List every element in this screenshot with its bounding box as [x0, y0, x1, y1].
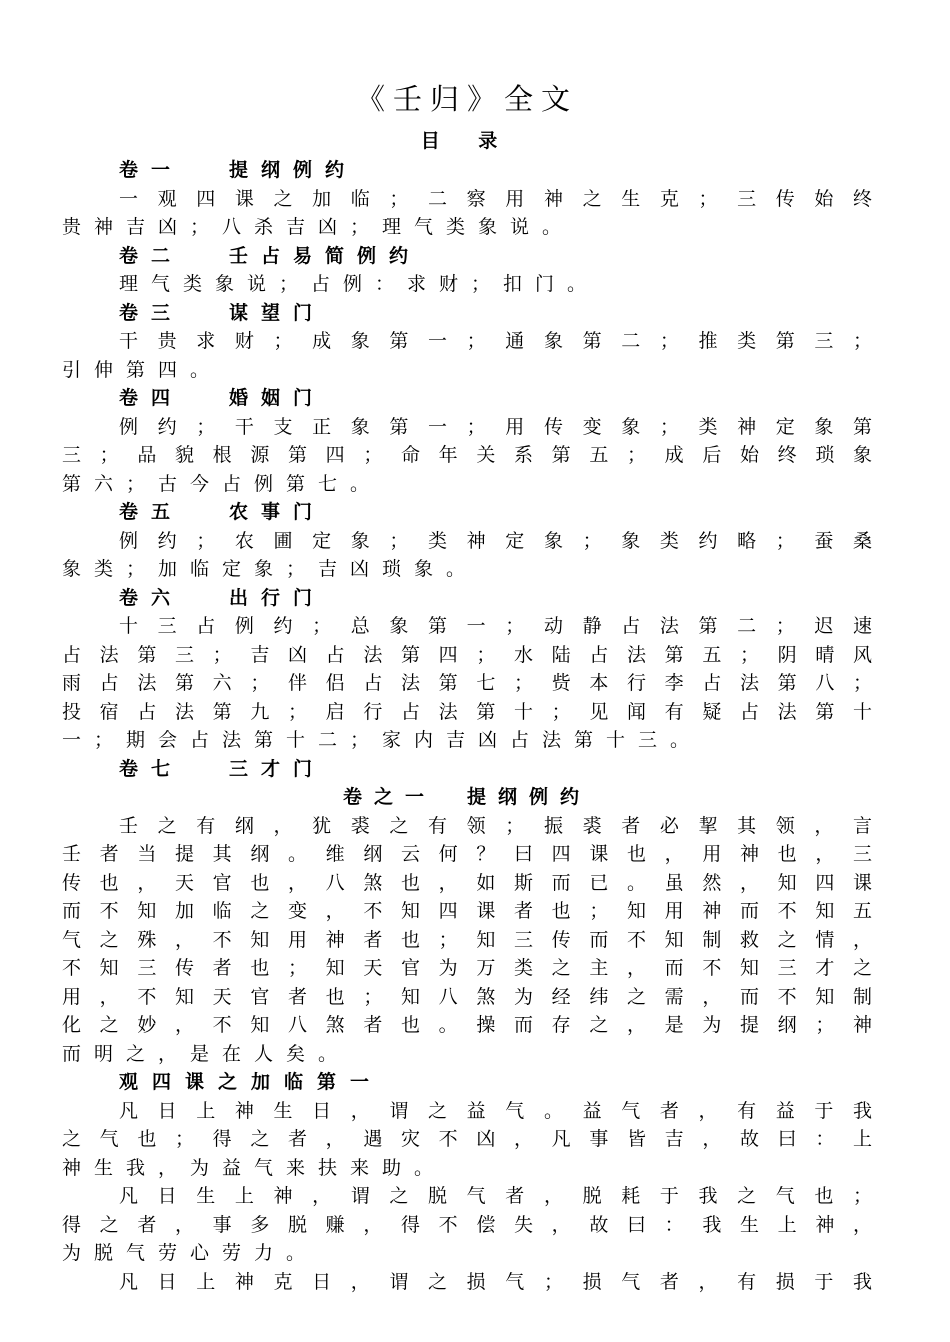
toc-volume-heading [62, 299, 872, 328]
document-title: 《壬归》全文 [355, 82, 578, 116]
toc-volume-name: 农事门 [229, 501, 326, 523]
paragraph-line: 凡日生上神，谓之脱气者，脱耗于我之气也； [119, 1185, 872, 1207]
section-body [62, 1097, 872, 1297]
paragraph-line: 传也，天官也，八煞也，如斯而已。虽然，知四课 [62, 871, 872, 894]
toc-entry-line: 十三占例约；总象第一；动静占法第二；迟速 [119, 615, 872, 637]
paragraph-line: 凡日上神克日，谓之损气；损气者，有损于我 [119, 1270, 872, 1293]
toc-entry-line: 干贵求财；成象第一；通象第二；推类第三； [119, 330, 872, 352]
toc-entry-line: 第六；古今占例第七。 [62, 472, 383, 495]
paragraph-line: 得之者，事多脱赚，得不偿失，故曰：我生上神， [62, 1213, 872, 1236]
toc-volume-heading [62, 498, 872, 527]
toc-volume-heading [62, 242, 872, 271]
toc-entry-line: 占法第三；吉凶占法第四；水陆占法第五；阴晴风 [62, 643, 872, 666]
paragraph-line: 神生我，为益气来扶来助。 [62, 1156, 447, 1179]
toc-volume-heading [62, 755, 872, 784]
toc-volume-number: 卷七 [119, 757, 184, 780]
toc-volume-heading [62, 584, 872, 613]
toc-entry-line: 雨占法第六；伴侣占法第七；赀本行李占法第八； [62, 672, 872, 694]
toc-volume-name: 出行门 [229, 586, 326, 609]
toc-volume-name: 提纲例约 [229, 159, 358, 181]
paragraph-line: 壬者当提其纲。维纲云何？曰四课也，用神也，三 [62, 843, 872, 865]
toc-entry-line: 一；期会占法第十二；家内吉凶占法第十三。 [62, 729, 703, 751]
toc-volume-name: 三才门 [229, 757, 326, 780]
paragraph-line: 用，不知天官者也；知八煞为经纬之需，而不知制 [62, 985, 872, 1008]
toc-volume-number: 卷六 [119, 586, 184, 609]
toc-entry-line: 引伸第四。 [62, 358, 223, 381]
section-heading: 观四课之加临第一 [119, 1071, 384, 1093]
toc-title: 目 录 [420, 130, 514, 152]
toc-volume-number: 卷四 [119, 387, 184, 409]
toc-entry-line: 三；品貌根源第四；命年关系第五；成后始终琐象 [62, 444, 872, 466]
table-of-contents [62, 156, 872, 783]
toc-volume-number: 卷三 [119, 301, 184, 324]
toc-entry-line: 投宿占法第九；启行占法第十；见闻有疑占法第十 [62, 700, 872, 723]
toc-entry-line: 例约；农圃定象；类神定象；象类约略；蚕桑 [119, 529, 872, 552]
toc-entry-line: 象类；加临定象；吉凶琐象。 [62, 558, 479, 580]
toc-volume-number: 卷二 [119, 244, 184, 267]
toc-volume-heading [62, 156, 872, 185]
toc-entry-line: 理气类象说；占例：求财；扣门。 [119, 273, 600, 295]
toc-entry-line: 例约；干支正象第一；用传变象；类神定象第 [119, 415, 872, 438]
chapter-title: 卷之一 提纲例约 [342, 786, 591, 808]
chapter-intro [62, 812, 872, 1069]
toc-volume-name: 婚姻门 [229, 387, 326, 409]
paragraph-line: 凡日上神生日，谓之益气。益气者，有益于我 [119, 1099, 872, 1122]
paragraph-line: 为脱气劳心劳力。 [62, 1242, 319, 1264]
toc-volume-name: 壬占易简例约 [229, 244, 422, 267]
paragraph-line: 化之妙，不知八煞者也。操而存之，是为提纲；神 [62, 1014, 872, 1036]
toc-volume-name: 谋望门 [229, 301, 326, 324]
toc-volume-heading [62, 384, 872, 413]
paragraph-line: 而不知加临之变，不知四课者也；知用神而不知五 [62, 900, 872, 922]
toc-volume-number: 卷一 [119, 159, 184, 181]
paragraph-line: 而明之，是在人矣。 [62, 1042, 351, 1065]
toc-entry-line: 一观四课之加临；二察用神之生克；三传始终 [119, 187, 872, 210]
toc-entry-line: 贵神吉凶；八杀吉凶；理气类象说。 [62, 216, 575, 238]
paragraph-line: 气之殊，不知用神者也；知三传而不知制救之情， [62, 928, 872, 951]
paragraph-line: 不知三传者也；知天官为万类之主，而不知三才之 [62, 957, 872, 979]
paragraph-line: 之气也；得之者，遇灾不凶，凡事皆吉，故曰：上 [62, 1128, 872, 1150]
toc-volume-number: 卷五 [119, 501, 184, 523]
document-page [62, 76, 872, 1296]
paragraph-line: 壬之有纲，犹裘之有领；振裘者必挈其领，言 [119, 814, 872, 837]
